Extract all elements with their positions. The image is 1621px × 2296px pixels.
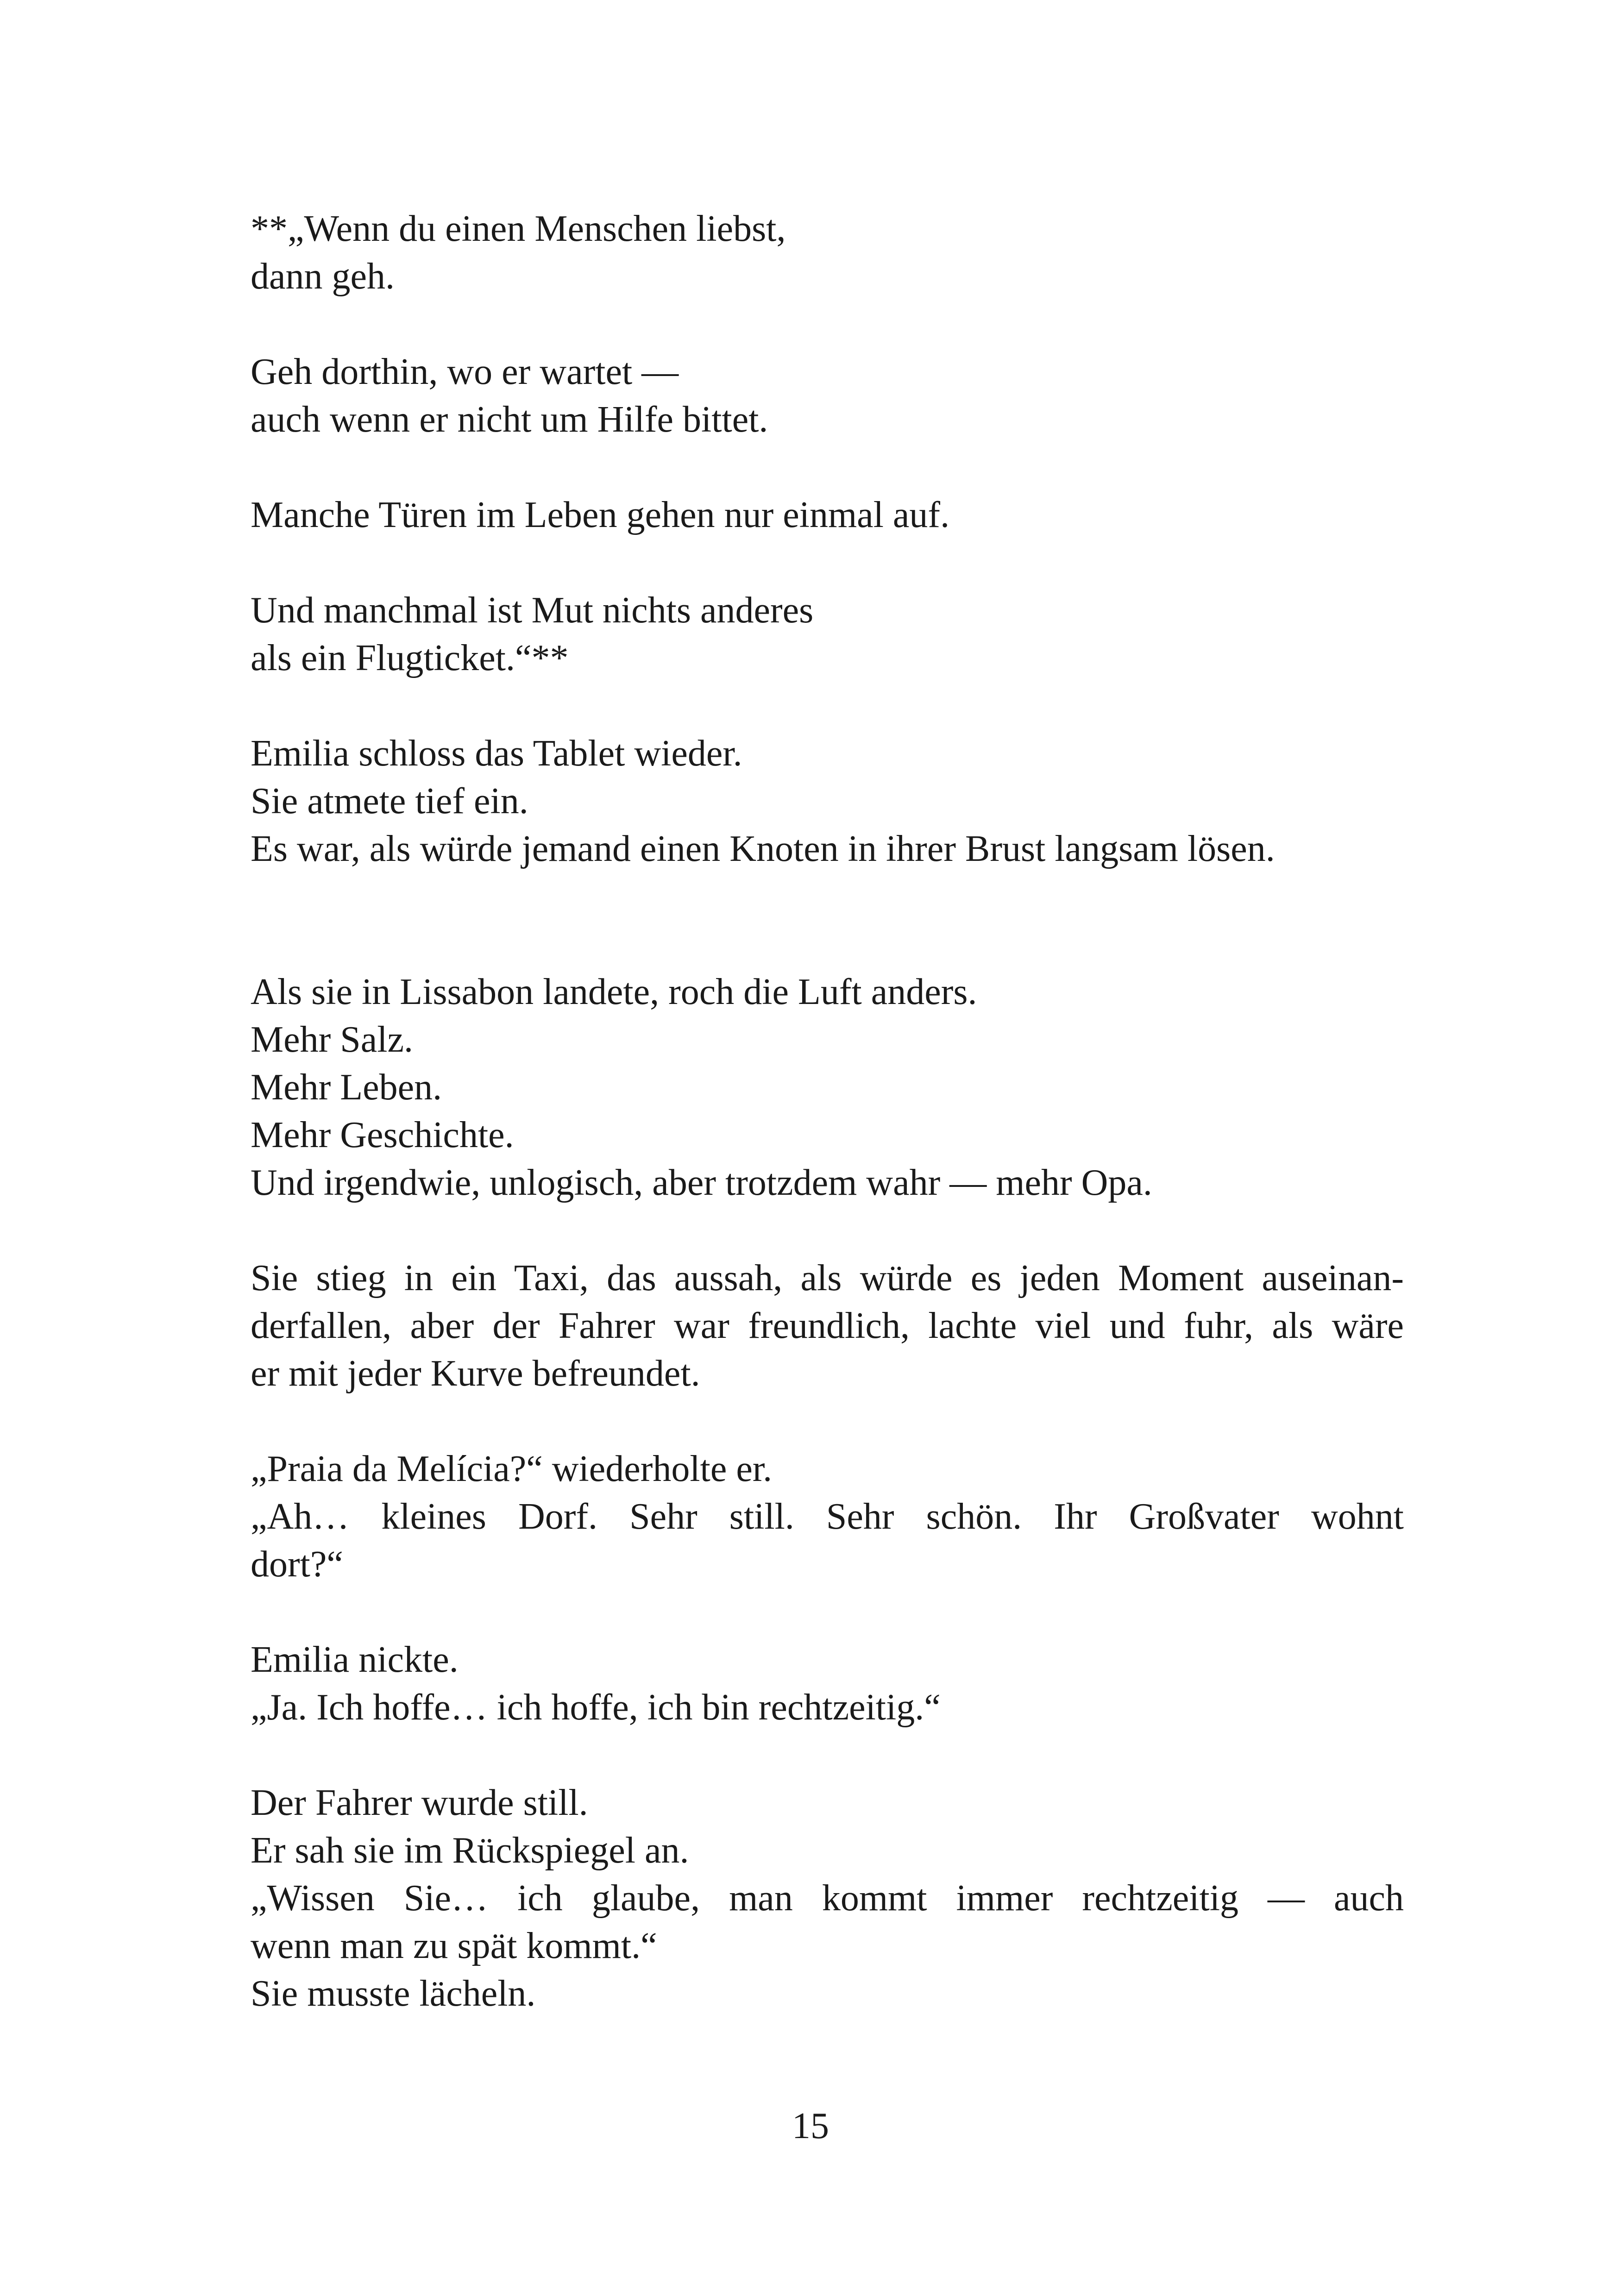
text-line: Sie stieg in ein Taxi, das aussah, als würde es jeden Moment auseinan- [251, 1258, 1404, 1299]
paragraph [251, 348, 1404, 444]
text-line: als ein Flugticket.“** [251, 638, 569, 678]
text-line: „Praia da Melícia?“ wiederholte er. [251, 1449, 773, 1489]
paragraph [251, 1636, 1404, 1731]
text-line: Mehr Salz. [251, 1019, 414, 1060]
page-number: 15 [792, 2106, 829, 2146]
paragraph [251, 730, 1404, 873]
text-line: „Ja. Ich hoffe… ich hoffe, ich bin rechtzeitig.“ [251, 1687, 941, 1728]
text-line: „Wissen Sie… ich glaube, man kommt immer rechtzeitig — auch [251, 1878, 1404, 1919]
paragraph [251, 968, 1404, 1207]
text-line: dann geh. [251, 256, 395, 297]
paragraph [251, 587, 1404, 682]
text-line: Manche Türen im Leben gehen nur einmal auf. [251, 495, 950, 535]
text-line: **„Wenn du einen Menschen liebst, [251, 208, 786, 249]
text-line: wenn man zu spät kommt.“ [251, 1926, 657, 1966]
text-line: Sie musste lächeln. [251, 1973, 536, 2014]
paragraph [251, 1445, 1404, 1588]
text-line: Emilia schloss das Tablet wieder. [251, 733, 742, 774]
text-line: Sie atmete tief ein. [251, 781, 528, 822]
paragraph [251, 1255, 1404, 1398]
text-line: Der Fahrer wurde still. [251, 1782, 588, 1823]
text-line: „Ah… kleines Dorf. Sehr still. Sehr schön. Ihr Großvater wohnt [251, 1496, 1404, 1537]
paragraph [251, 1779, 1404, 2018]
text-line: dort?“ [251, 1544, 343, 1585]
text-line: Mehr Leben. [251, 1067, 442, 1108]
text-line: Er sah sie im Rückspiegel an. [251, 1830, 689, 1871]
paragraph [251, 205, 1404, 301]
text-line: Und irgendwie, unlogisch, aber trotzdem wahr — mehr Opa. [251, 1162, 1152, 1203]
body-text [251, 205, 1404, 2018]
text-line: er mit jeder Kurve befreundet. [251, 1353, 700, 1394]
text-line: Mehr Geschichte. [251, 1115, 514, 1155]
text-line: Geh dorthin, wo er wartet — [251, 351, 679, 392]
text-line: derfallen, aber der Fahrer war freundlich, lachte viel und fuhr, als wäre [251, 1305, 1404, 1346]
text-line: Es war, als würde jemand einen Knoten in ihrer Brust langsam lösen. [251, 828, 1275, 869]
text-line: auch wenn er nicht um Hilfe bittet. [251, 399, 768, 440]
text-line: Als sie in Lissabon landete, roch die Luft anders. [251, 972, 977, 1012]
paragraph [251, 491, 1404, 539]
text-line: Und manchmal ist Mut nichts anderes [251, 590, 814, 631]
text-line: Emilia nickte. [251, 1639, 459, 1680]
